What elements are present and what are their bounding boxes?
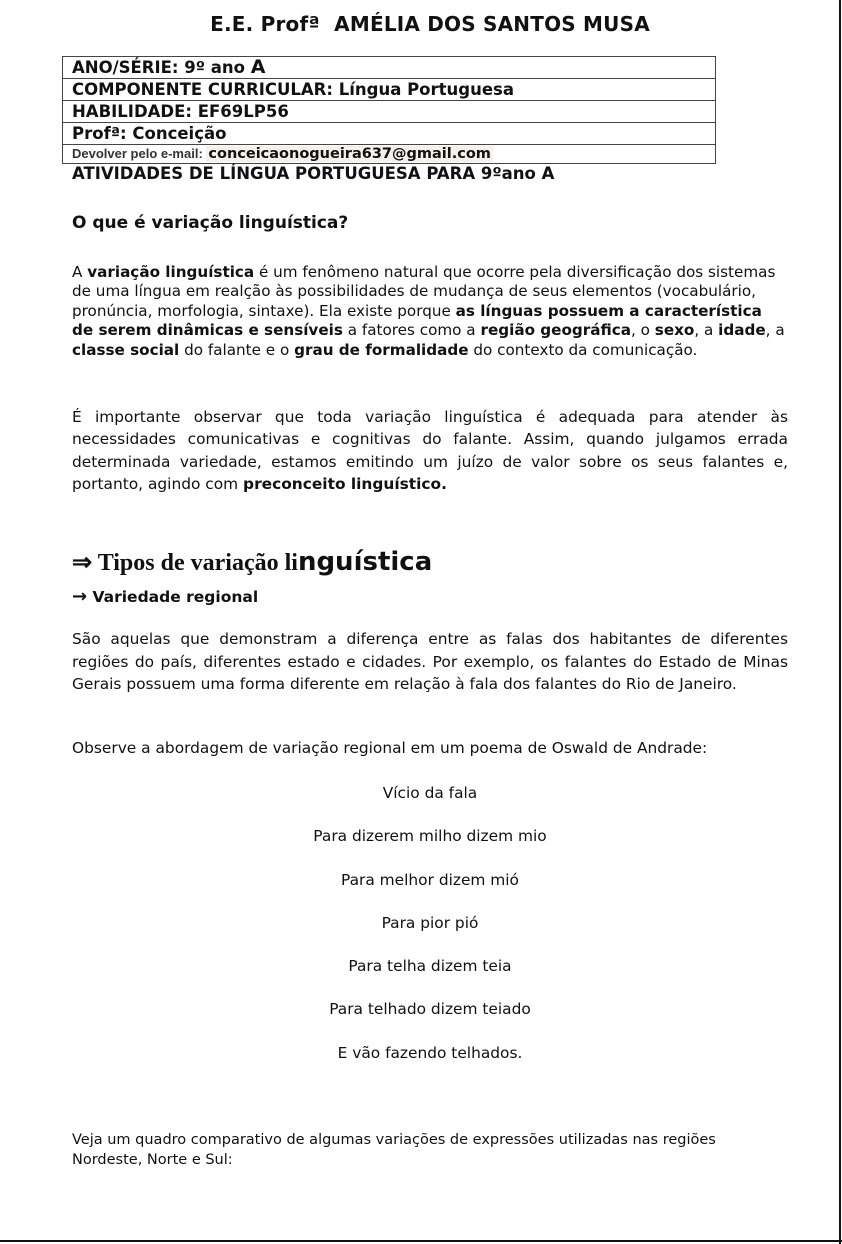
activities-heading: ATIVIDADES DE LÍNGUA PORTUGUESA PARA 9ºano A [72, 164, 555, 183]
types-heading-sans: nguística [297, 547, 433, 577]
poem-line: E vão fazendo telhados. [337, 1043, 523, 1062]
observe-paragraph: Observe a abordagem de variação regional em um poema de Oswald de Andrade: [72, 739, 708, 757]
double-arrow-icon: ⇒ [72, 550, 98, 576]
professora-cell: Profª: Conceição [63, 123, 716, 145]
text-run: É importante observar que toda variação linguística é adequada para atender às necessidades comunicativas e cognitivas do falante. Assim, quando julgamos errada determinada variedade, estamos emitindo um juízo de valor sobre os seus falantes e, portanto, agindo com [72, 408, 788, 493]
bold-run: grau de formalidade [294, 340, 469, 359]
comparison-intro: Veja um quadro comparativo de algumas variações de expressões utilizadas nas regiões Nordeste, Norte e Sul: [72, 1132, 716, 1168]
right-arrow-icon: → [72, 586, 88, 607]
question-heading: O que é variação linguística? [72, 213, 349, 233]
email-cell [63, 145, 716, 164]
regional-paragraph: São aquelas que demonstram a diferença entre as falas dos habitantes de diferentes regiões do país, diferentes estado e cidades. Por exemplo, os falantes do Estado de Minas Gerais possuem uma forma diferente em relação à fala dos falantes do Rio de Janeiro. [72, 630, 788, 694]
componente-row [63, 79, 716, 101]
ano-serie-cell [63, 57, 716, 79]
ano-serie-letter: A [250, 56, 266, 78]
text-run: do contexto da comunicação. [468, 340, 698, 359]
regional-heading [72, 586, 788, 607]
professora-row [63, 123, 716, 145]
text-run: , o [631, 321, 655, 340]
habilidade-row [63, 101, 716, 123]
poem-title: Vício da fala [382, 784, 478, 802]
email-label: Devolver pelo e-mail: [72, 146, 207, 161]
types-heading-serif: Tipos de variação li [97, 550, 298, 576]
text-run: a fatores como a [342, 321, 481, 340]
text-run: A [72, 263, 88, 281]
habilidade-cell: HABILIDADE: EF69LP56 [63, 101, 716, 123]
bold-run: idade [718, 321, 766, 340]
bold-run: preconceito linguístico. [243, 474, 447, 493]
info-table [62, 56, 716, 164]
text-run: , a [694, 321, 719, 340]
componente-cell: COMPONENTE CURRICULAR: Língua Portuguesa [63, 79, 716, 101]
page-border-right [839, 0, 841, 1244]
bold-run: classe social [72, 340, 180, 359]
page-border-bottom [0, 1240, 842, 1242]
prejudice-paragraph [72, 406, 788, 495]
text-run: é um fenômeno natural que ocorre pela diversificação dos sistemas de uma língua em realção às possibilidades de mudança de seus elementos (vocabulário, pronúncia, morfologia, sintaxe). Ela existe porque [72, 263, 776, 320]
types-heading [72, 547, 788, 577]
poem-line: Para melhor dizem mió [341, 870, 519, 889]
email-link[interactable]: conceicaonogueira637@gmail.com [208, 146, 491, 162]
bold-run: sexo [654, 321, 695, 340]
text-run: , a [765, 321, 785, 340]
email-row [63, 145, 716, 164]
definition-paragraph [72, 263, 788, 360]
bold-run: região geográfica [480, 321, 632, 340]
bold-run: variação linguística [87, 263, 255, 281]
poem-line: Para dizerem milho dizem mio [313, 827, 547, 846]
regional-heading-label: Variedade regional [87, 588, 259, 606]
poem-line: Para telha dizem teia [348, 957, 512, 976]
poem [72, 783, 788, 1086]
ano-serie-text: ANO/SÉRIE: 9º ano [72, 58, 251, 77]
poem-line: Para telhado dizem teiado [329, 1000, 531, 1019]
poem-line: Para pior pió [381, 913, 479, 932]
school-title: E.E. Profª AMÉLIA DOS SANTOS MUSA [210, 12, 650, 36]
ano-serie-row [63, 57, 716, 79]
text-run: do falante e o [179, 340, 295, 359]
bold-run: as línguas possuem a característica de serem dinâmicas e sensíveis [72, 301, 762, 340]
